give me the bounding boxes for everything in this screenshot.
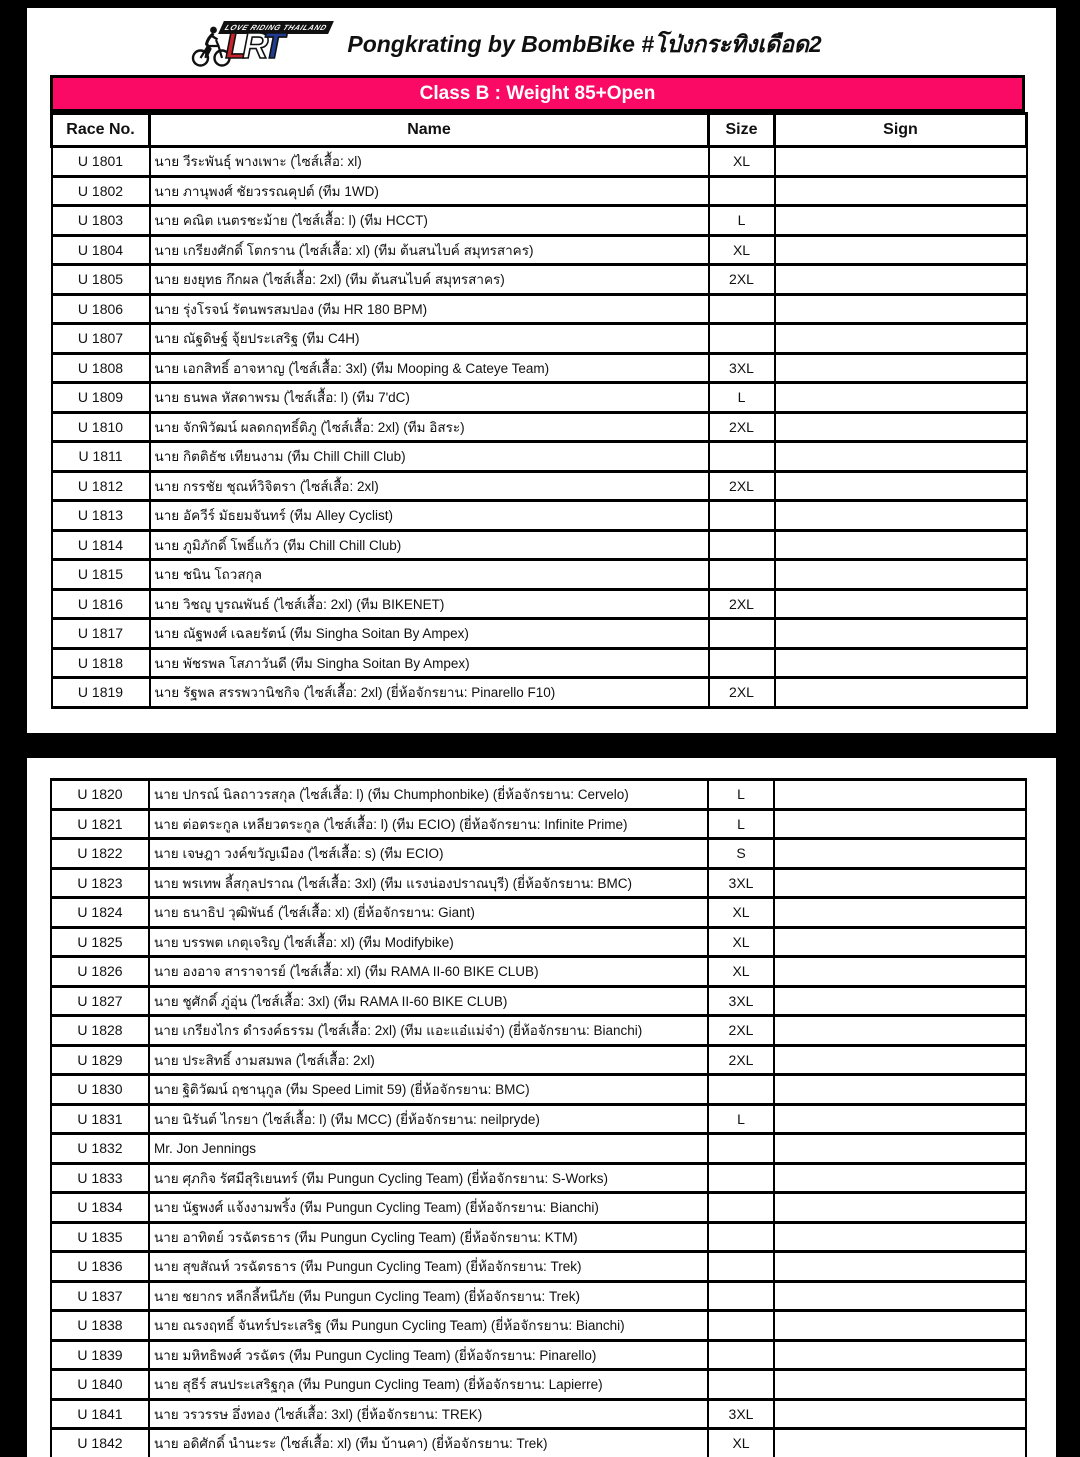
race-no-cell: U 1808: [52, 353, 150, 383]
sign-cell: [774, 1075, 1026, 1105]
sign-cell: [774, 986, 1026, 1016]
size-cell: 2XL: [708, 1016, 774, 1046]
rider-name-cell: นาย รัฐพล สรรพวานิชกิจ (ไซส์เสื้อ: 2xl) (ยี่ห้อจักรยาน: Pinarello F10): [150, 678, 709, 708]
race-no-cell: U 1815: [52, 560, 150, 590]
table-row: [51, 1075, 1026, 1105]
table-row: [52, 206, 1027, 236]
size-cell: [708, 1281, 774, 1311]
rider-name-cell: นาย ยงยุทธ กึกผล (ไซส์เสื้อ: 2xl) (ทีม ต้นสนไบค์ สมุทรสาคร): [150, 265, 709, 295]
rider-name-cell: นาย เกรียงไกร ดำรงค์ธรรม (ไซส์เสื้อ: 2xl) (ทีม แอะแอ๋แม่จ๋า) (ยี่ห้อจักรยาน: Bianchi): [149, 1016, 708, 1046]
table-row: [51, 1429, 1026, 1457]
sign-cell: [774, 1311, 1026, 1341]
rider-name-cell: นาย ชูศักดิ์ ภู่อุ่น (ไซส์เสื้อ: 3xl) (ทีม RAMA II-60 BIKE CLUB): [149, 986, 708, 1016]
size-cell: 3XL: [708, 1399, 774, 1429]
table-header-row: [52, 114, 1027, 147]
sign-cell: [774, 1399, 1026, 1429]
rider-name-cell: นาย กรรชัย ชุณห์วิจิตรา (ไซส์เสื้อ: 2xl): [150, 471, 709, 501]
race-no-cell: U 1824: [51, 898, 149, 928]
lrt-logo: [191, 18, 333, 72]
race-no-cell: U 1841: [51, 1399, 149, 1429]
race-no-cell: U 1835: [51, 1222, 149, 1252]
rider-name-cell: นาย สุธีร์ สนประเสริฐกุล (ทีม Pungun Cycling Team) (ยี่ห้อจักรยาน: Lapierre): [149, 1370, 708, 1400]
race-no-cell: U 1828: [51, 1016, 149, 1046]
size-cell: XL: [708, 898, 774, 928]
table-row: [52, 501, 1027, 531]
table-row: [51, 1104, 1026, 1134]
rider-name-cell: นาย วีระพันธุ์ พางเพาะ (ไซส์เสื้อ: xl): [150, 147, 709, 177]
rider-name-cell: นาย อาทิตย์ วรฉัตรธาร (ทีม Pungun Cycling Team) (ยี่ห้อจักรยาน: KTM): [149, 1222, 708, 1252]
race-no-cell: U 1832: [51, 1134, 149, 1164]
sign-cell: [774, 1016, 1026, 1046]
rider-name-cell: นาย สุขสัณห์ วรฉัตรธาร (ทีม Pungun Cycling Team) (ยี่ห้อจักรยาน: Trek): [149, 1252, 708, 1282]
rider-name-cell: นาย พรเทพ ลี้สกุลปราณ (ไซส์เสื้อ: 3xl) (ทีม แรงน่องปราณบุรี) (ยี่ห้อจักรยาน: BMC): [149, 868, 708, 898]
rider-name-cell: นาย ต่อตระกูล เหลียวตระกูล (ไซส์เสื้อ: l) (ทีม ECIO) (ยี่ห้อจักรยาน: Infinite Prime): [149, 809, 708, 839]
rider-name-cell: นาย กิตติธัช เทียนงาม (ทีม Chill Chill Club): [150, 442, 709, 472]
size-cell: [708, 1340, 774, 1370]
table-row: [52, 560, 1027, 590]
document-page-1: [27, 8, 1056, 733]
size-cell: [708, 1075, 774, 1105]
size-cell: XL: [709, 235, 775, 265]
sign-cell: [774, 780, 1026, 810]
rider-name-cell: นาย ภูมิภักดิ์ โพธิ์แก้ว (ทีม Chill Chill Club): [150, 530, 709, 560]
table-row: [52, 147, 1027, 177]
sign-cell: [775, 501, 1027, 531]
race-no-cell: U 1805: [52, 265, 150, 295]
sign-cell: [774, 839, 1026, 869]
size-cell: 3XL: [708, 868, 774, 898]
sign-cell: [775, 235, 1027, 265]
sign-cell: [775, 471, 1027, 501]
rider-name-cell: นาย องอาจ สาราจารย์ (ไซส์เสื้อ: xl) (ทีม RAMA II-60 BIKE CLUB): [149, 957, 708, 987]
sign-cell: [775, 412, 1027, 442]
rider-name-cell: นาย ณัฐดิษฐ์ จุ้ยประเสริฐ (ทีม C4H): [150, 324, 709, 354]
race-no-cell: U 1822: [51, 839, 149, 869]
rider-name-cell: Mr. Jon Jennings: [149, 1134, 708, 1164]
sign-cell: [774, 1370, 1026, 1400]
table-row: [51, 839, 1026, 869]
race-no-cell: U 1836: [51, 1252, 149, 1282]
race-no-cell: U 1827: [51, 986, 149, 1016]
sign-cell: [774, 1134, 1026, 1164]
table-row: [51, 957, 1026, 987]
rider-name-cell: นาย เจษฎา วงค์ขวัญเมือง (ไซส์เสื้อ: s) (ทีม ECIO): [149, 839, 708, 869]
table-row: [51, 868, 1026, 898]
race-no-cell: U 1842: [51, 1429, 149, 1457]
race-no-cell: U 1823: [51, 868, 149, 898]
race-no-cell: U 1834: [51, 1193, 149, 1223]
table-row: [51, 1311, 1026, 1341]
table-row: [52, 471, 1027, 501]
race-no-cell: U 1804: [52, 235, 150, 265]
sign-cell: [775, 530, 1027, 560]
size-cell: 2XL: [709, 412, 775, 442]
rider-name-cell: นาย วรวรรษ อึ่งทอง (ไซส์เสื้อ: 3xl) (ยี่ห้อจักรยาน: TREK): [149, 1399, 708, 1429]
rider-name-cell: นาย ประสิทธิ์ งามสมพล (ไซส์เสื้อ: 2xl): [149, 1045, 708, 1075]
sign-cell: [775, 619, 1027, 649]
size-cell: 2XL: [709, 471, 775, 501]
document-page-2: [27, 758, 1056, 1457]
logo-letter-t: T: [262, 25, 280, 66]
logo-letter-r: R: [242, 25, 263, 66]
rider-name-cell: นาย วิชญู บูรณพันธ์ (ไซส์เสื้อ: 2xl) (ทีม BIKENET): [150, 589, 709, 619]
size-cell: S: [708, 839, 774, 869]
table-row: [51, 1370, 1026, 1400]
table-row: [52, 442, 1027, 472]
column-header-size: Size: [709, 114, 775, 147]
size-cell: 2XL: [709, 265, 775, 295]
table-row: [52, 589, 1027, 619]
sign-cell: [775, 383, 1027, 413]
sign-cell: [774, 1193, 1026, 1223]
table-row: [51, 1045, 1026, 1075]
table-row: [51, 780, 1026, 810]
size-cell: XL: [708, 1429, 774, 1457]
table-row: [51, 1399, 1026, 1429]
size-cell: [709, 176, 775, 206]
sign-cell: [774, 868, 1026, 898]
race-no-cell: U 1839: [51, 1340, 149, 1370]
class-banner: [50, 75, 1025, 112]
race-no-cell: U 1811: [52, 442, 150, 472]
race-no-cell: U 1821: [51, 809, 149, 839]
sign-cell: [775, 206, 1027, 236]
table-row: [52, 648, 1027, 678]
sign-cell: [775, 353, 1027, 383]
size-cell: L: [709, 383, 775, 413]
sign-cell: [775, 265, 1027, 295]
table-row: [51, 927, 1026, 957]
roster-table-page-2: [50, 778, 1027, 1457]
rider-name-cell: นาย เกรียงศักดิ์ โตกราน (ไซส์เสื้อ: xl) (ทีม ต้นสนไบค์ สมุทรสาคร): [150, 235, 709, 265]
rider-name-cell: นาย ณรงฤทธิ์ จันทร์ประเสริฐ (ทีม Pungun Cycling Team) (ยี่ห้อจักรยาน: Bianchi): [149, 1311, 708, 1341]
sign-cell: [775, 147, 1027, 177]
race-no-cell: U 1826: [51, 957, 149, 987]
race-no-cell: U 1803: [52, 206, 150, 236]
size-cell: 2XL: [709, 589, 775, 619]
sign-cell: [775, 648, 1027, 678]
size-cell: XL: [708, 927, 774, 957]
race-no-cell: U 1816: [52, 589, 150, 619]
size-cell: [708, 1252, 774, 1282]
rider-name-cell: นาย ฐิติวัฒน์ ฤชานุกูล (ทีม Speed Limit 59) (ยี่ห้อจักรยาน: BMC): [149, 1075, 708, 1105]
table-row: [51, 986, 1026, 1016]
race-no-cell: U 1807: [52, 324, 150, 354]
race-no-cell: U 1819: [52, 678, 150, 708]
rider-name-cell: นาย ชนิน โถวสกุล: [150, 560, 709, 590]
size-cell: [708, 1311, 774, 1341]
rider-name-cell: นาย เอกสิทธิ์ อาจหาญ (ไซส์เสื้อ: 3xl) (ทีม Mooping & Cateye Team): [150, 353, 709, 383]
table-row: [51, 1016, 1026, 1046]
sign-cell: [774, 1104, 1026, 1134]
rider-name-cell: นาย อัควีร์ มัธยมจันทร์ (ทีม Alley Cyclist): [150, 501, 709, 531]
table-row: [52, 353, 1027, 383]
table-row: [51, 1281, 1026, 1311]
sign-cell: [774, 1281, 1026, 1311]
size-cell: L: [708, 809, 774, 839]
table-row: [52, 530, 1027, 560]
table-row: [52, 619, 1027, 649]
size-cell: [709, 648, 775, 678]
size-cell: L: [708, 1104, 774, 1134]
size-cell: [709, 619, 775, 649]
race-no-cell: U 1829: [51, 1045, 149, 1075]
race-no-cell: U 1809: [52, 383, 150, 413]
column-header-race-no: Race No.: [52, 114, 150, 147]
size-cell: [709, 442, 775, 472]
rider-name-cell: นาย นัฐพงศ์ แจ้งงามพริ้ง (ทีม Pungun Cycling Team) (ยี่ห้อจักรยาน: Bianchi): [149, 1193, 708, 1223]
size-cell: [709, 560, 775, 590]
size-cell: [709, 324, 775, 354]
sign-cell: [774, 1340, 1026, 1370]
sign-cell: [774, 809, 1026, 839]
column-header-name: Name: [150, 114, 709, 147]
sign-cell: [774, 1429, 1026, 1457]
sign-cell: [774, 927, 1026, 957]
table-row: [51, 1222, 1026, 1252]
size-cell: L: [709, 206, 775, 236]
size-cell: [709, 294, 775, 324]
table-row: [52, 265, 1027, 295]
logo-banner-text: LOVE RIDING THAILAND: [223, 23, 329, 32]
sign-cell: [775, 560, 1027, 590]
sign-cell: [774, 1222, 1026, 1252]
sign-cell: [774, 898, 1026, 928]
size-cell: XL: [709, 147, 775, 177]
rider-name-cell: นาย บรรพต เกตุเจริญ (ไซส์เสื้อ: xl) (ทีม Modifybike): [149, 927, 708, 957]
size-cell: XL: [708, 957, 774, 987]
table-row: [51, 809, 1026, 839]
race-no-cell: U 1817: [52, 619, 150, 649]
size-cell: [709, 530, 775, 560]
sign-cell: [775, 294, 1027, 324]
race-no-cell: U 1825: [51, 927, 149, 957]
size-cell: 3XL: [708, 986, 774, 1016]
race-no-cell: U 1802: [52, 176, 150, 206]
table-row: [51, 898, 1026, 928]
table-row: [51, 1340, 1026, 1370]
rider-name-cell: นาย นิรันต์ ไกรยา (ไซส์เสื้อ: l) (ทีม MCC) (ยี่ห้อจักรยาน: neilpryde): [149, 1104, 708, 1134]
rider-name-cell: นาย ธนาธิป วุฒิพันธ์ (ไซส์เสื้อ: xl) (ยี่ห้อจักรยาน: Giant): [149, 898, 708, 928]
sign-cell: [775, 589, 1027, 619]
rider-name-cell: นาย ภานุพงศ์ ชัยวรรณคุปต์ (ทีม 1WD): [150, 176, 709, 206]
rider-name-cell: นาย ปกรณ์ นิลถาวรสกุล (ไซส์เสื้อ: l) (ทีม Chumphonbike) (ยี่ห้อจักรยาน: Cervelo): [149, 780, 708, 810]
size-cell: [708, 1370, 774, 1400]
race-no-cell: U 1806: [52, 294, 150, 324]
rider-name-cell: นาย ธนพล หัสดาพรม (ไซส์เสื้อ: l) (ทีม 7'dC): [150, 383, 709, 413]
table-row: [52, 324, 1027, 354]
column-header-sign: Sign: [775, 114, 1027, 147]
race-no-cell: U 1812: [52, 471, 150, 501]
rider-name-cell: นาย คณิต เนตรชะม้าย (ไซส์เสื้อ: l) (ทีม HCCT): [150, 206, 709, 236]
size-cell: [708, 1163, 774, 1193]
race-no-cell: U 1838: [51, 1311, 149, 1341]
race-no-cell: U 1820: [51, 780, 149, 810]
table-row: [52, 678, 1027, 708]
size-cell: 3XL: [709, 353, 775, 383]
table-row: [51, 1163, 1026, 1193]
rider-name-cell: นาย มหิทธิพงศ์ วรฉัตร (ทีม Pungun Cycling Team) (ยี่ห้อจักรยาน: Pinarello): [149, 1340, 708, 1370]
rider-name-cell: นาย ศุภกิจ รัศมีสุริเยนทร์ (ทีม Pungun Cycling Team) (ยี่ห้อจักรยาน: S-Works): [149, 1163, 708, 1193]
rider-name-cell: นาย ชยากร หลีกลี้หนีภัย (ทีม Pungun Cycling Team) (ยี่ห้อจักรยาน: Trek): [149, 1281, 708, 1311]
race-no-cell: U 1840: [51, 1370, 149, 1400]
table-row: [52, 383, 1027, 413]
rider-name-cell: นาย อดิศักดิ์ นำนะระ (ไซส์เสื้อ: xl) (ทีม บ้านคา) (ยี่ห้อจักรยาน: Trek): [149, 1429, 708, 1457]
race-no-cell: U 1813: [52, 501, 150, 531]
sign-cell: [774, 1045, 1026, 1075]
sign-cell: [775, 176, 1027, 206]
size-cell: 2XL: [709, 678, 775, 708]
race-no-cell: U 1810: [52, 412, 150, 442]
sign-cell: [774, 1252, 1026, 1282]
sign-cell: [774, 957, 1026, 987]
size-cell: 2XL: [708, 1045, 774, 1075]
table-row: [52, 294, 1027, 324]
sign-cell: [775, 324, 1027, 354]
rider-name-cell: นาย รุ่งโรจน์ รัตนพรสมปอง (ทีม HR 180 BPM): [150, 294, 709, 324]
race-no-cell: U 1814: [52, 530, 150, 560]
document-header: [27, 16, 1056, 74]
size-cell: [708, 1193, 774, 1223]
class-banner-label: Class B : Weight 85+Open: [419, 82, 656, 104]
table-row: [52, 176, 1027, 206]
size-cell: [709, 501, 775, 531]
table-row: [51, 1252, 1026, 1282]
race-no-cell: U 1818: [52, 648, 150, 678]
sign-cell: [775, 442, 1027, 472]
rider-name-cell: นาย ณัฐพงศ์ เฉลยรัตน์ (ทีม Singha Soitan By Ampex): [150, 619, 709, 649]
race-no-cell: U 1837: [51, 1281, 149, 1311]
table-row: [51, 1134, 1026, 1164]
logo-letter-l: L: [225, 25, 243, 66]
table-row: [52, 235, 1027, 265]
size-cell: [708, 1222, 774, 1252]
race-no-cell: U 1830: [51, 1075, 149, 1105]
race-no-cell: U 1831: [51, 1104, 149, 1134]
rider-name-cell: นาย พัชรพล โสภาวันดี (ทีม Singha Soitan By Ampex): [150, 648, 709, 678]
table-row: [52, 412, 1027, 442]
sign-cell: [775, 678, 1027, 708]
sign-cell: [774, 1163, 1026, 1193]
rider-name-cell: นาย จักพิวัฒน์ ผลดกฤทธิ์ติภู (ไซส์เสื้อ: 2xl) (ทีม อิสระ): [150, 412, 709, 442]
table-row: [51, 1193, 1026, 1223]
race-no-cell: U 1801: [52, 147, 150, 177]
size-cell: [708, 1134, 774, 1164]
size-cell: L: [708, 780, 774, 810]
roster-table-page-1: [50, 112, 1028, 709]
race-no-cell: U 1833: [51, 1163, 149, 1193]
logo-letters: [225, 25, 280, 66]
page-title: Pongkrating by BombBike #โป่งกระทิงเดือด2: [347, 31, 822, 57]
